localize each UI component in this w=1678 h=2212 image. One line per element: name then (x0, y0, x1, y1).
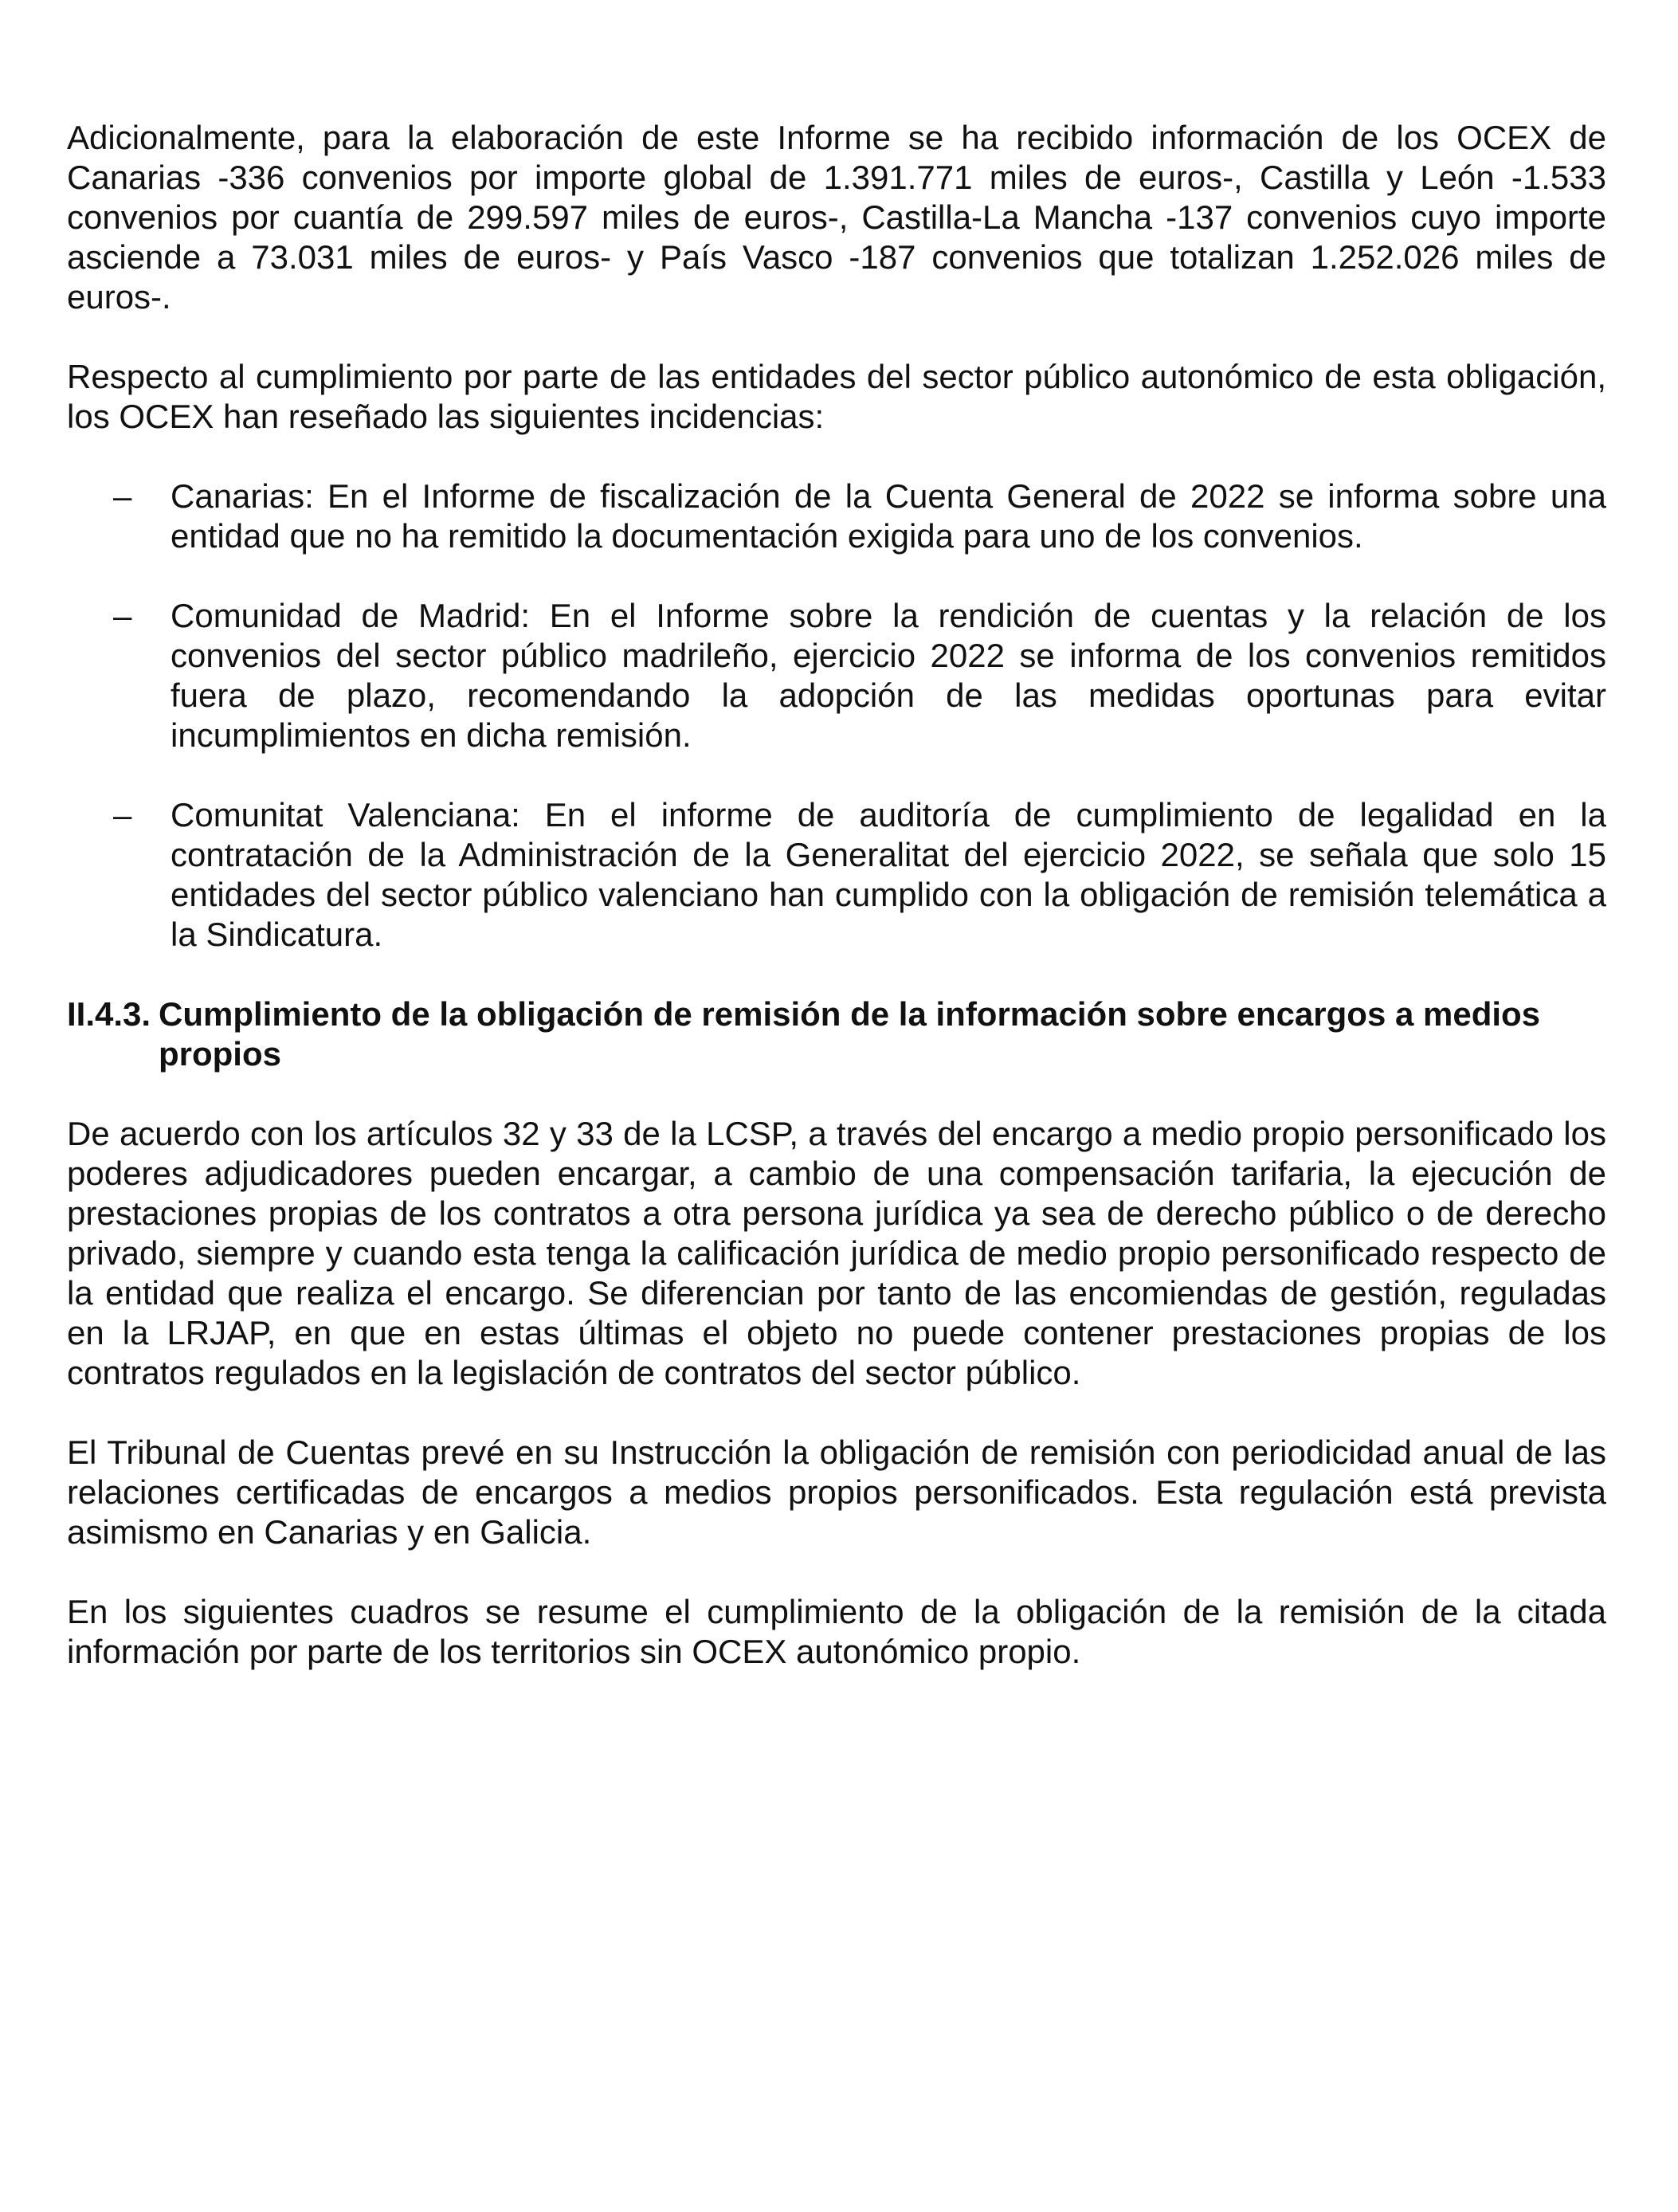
section-number: II.4.3. (67, 995, 151, 1033)
list-item-text: Comunidad de Madrid: En el Informe sobre la rendición de cuentas y la relación de los convenios del sector público madrileño, ejercicio 2022 se informa de los convenios remitidos fuera de plazo, recomendando la adopción de las medidas oportunas para evitar incumplimientos en dicha remisión. (171, 597, 1606, 754)
list-item-madrid (67, 596, 1606, 755)
list-item-canarias (67, 477, 1606, 556)
dash-bullet-icon: – (113, 796, 132, 833)
dash-bullet-icon: – (113, 597, 132, 634)
incidents-list (67, 477, 1606, 955)
document-page (67, 118, 1606, 1712)
list-item-text: Comunitat Valenciana: En el informe de auditoría de cumplimiento de legalidad en la contratación de la Administración de la Generalitat del ejercicio 2022, se señala que solo 15 entidades del sector público valenciano han cumplido con la obligación de remisión telemática a la Sindicatura. (171, 796, 1606, 953)
paragraph-lcsp-encargos: De acuerdo con los artículos 32 y 33 de la LCSP, a través del encargo a medio propio personificado los poderes adjudicadores pueden encargar, a cambio de una compensación tarifaria, la ejecución de prestaciones propias de los contratos a otra persona jurídica ya sea de derecho público o de derecho privado, siempre y cuando esta tenga la calificación jurídica de medio propio personificado respecto de la entidad que realiza el encargo. Se diferencian por tanto de las encomiendas de gestión, reguladas en la LRJAP, en que en estas últimas el objeto no puede contener prestaciones propias de los contratos regulados en la legislación de contratos del sector público. (67, 1115, 1606, 1391)
section-heading (67, 994, 1606, 1074)
section-title: Cumplimiento de la obligación de remisión de la información sobre encargos a medios propios (159, 995, 1541, 1073)
paragraph-incidents-intro: Respecto al cumplimiento por parte de las entidades del sector público autonómico de esta obligación, los OCEX han reseñado las siguientes incidencias: (67, 358, 1606, 435)
paragraph-cuadros-resumen: En los siguientes cuadros se resume el cumplimiento de la obligación de la remisión de la citada información por parte de los territorios sin OCEX autonómico propio. (67, 1593, 1606, 1670)
paragraph-tribunal-instruccion: El Tribunal de Cuentas prevé en su Instrucción la obligación de remisión con periodicidad anual de las relaciones certificadas de encargos a medios propios personificados. Esta regulación está prevista asimismo en Canarias y en Galicia. (67, 1433, 1606, 1551)
dash-bullet-icon: – (113, 477, 132, 515)
list-item-valenciana (67, 795, 1606, 955)
list-item-text: Canarias: En el Informe de fiscalización de la Cuenta General de 2022 se informa sobre una entidad que no ha remitido la documentación exigida para uno de los convenios. (171, 477, 1606, 555)
paragraph-ocex-information: Adicionalmente, para la elaboración de este Informe se ha recibido información de los OCEX de Canarias -336 convenios por importe global de 1.391.771 miles de euros-, Castilla y León -1.533 convenios por cuantía de 299.597 miles de euros-, Castilla-La Mancha -137 convenios cuyo importe asciende a 73.031 miles de euros- y País Vasco -187 convenios que totalizan 1.252.026 miles de euros-. (67, 119, 1606, 316)
